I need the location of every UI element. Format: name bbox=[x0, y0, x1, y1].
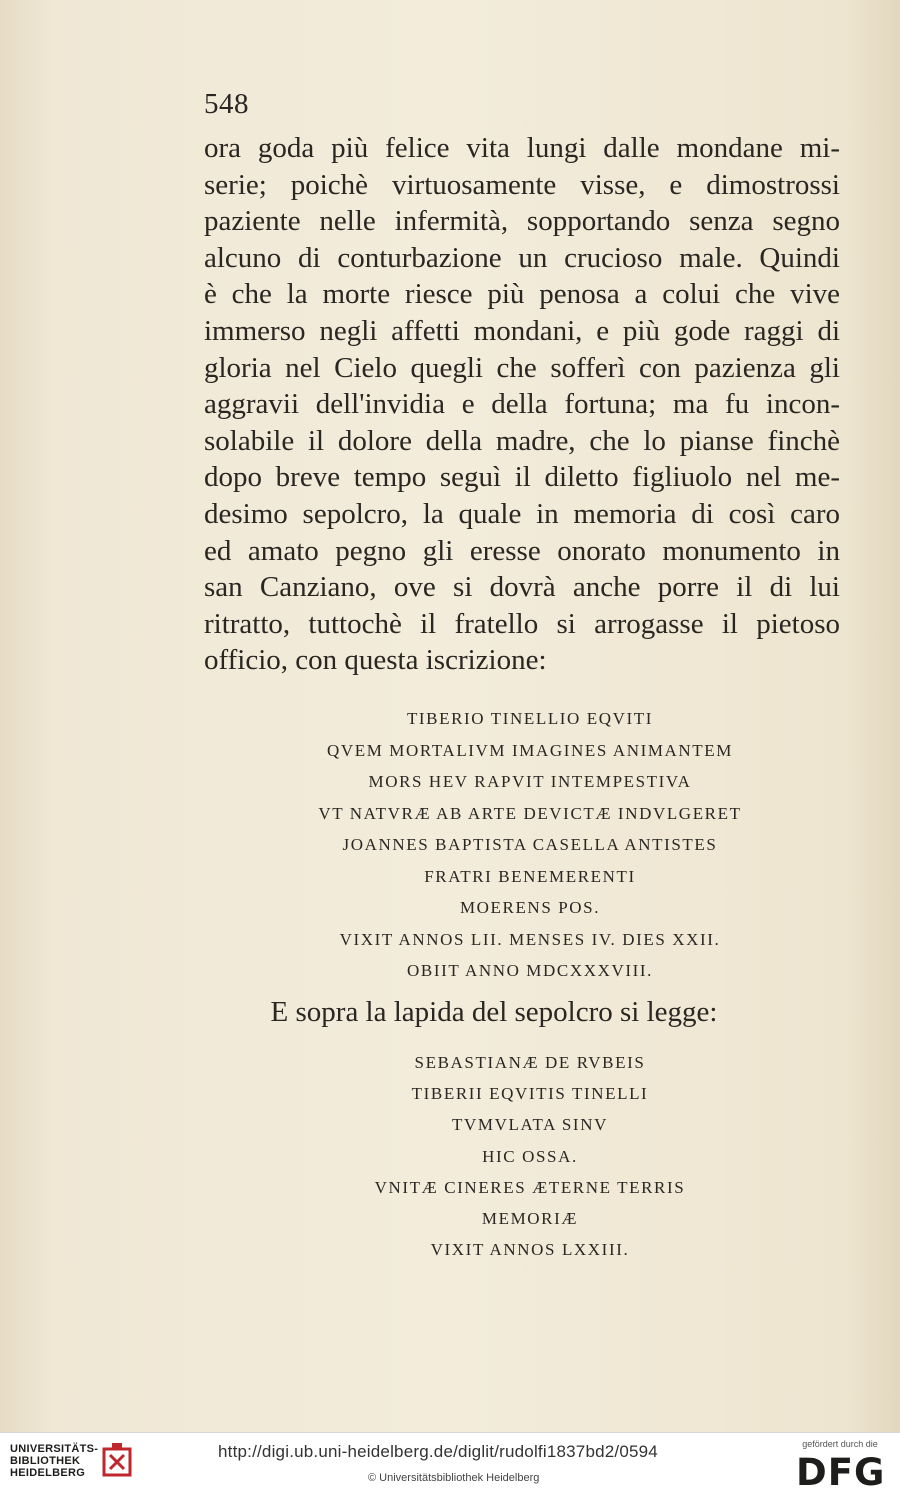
body-line: è che la morte riesce più penosa a colui che vive bbox=[204, 278, 840, 311]
inscription-line: MOERENS POS. bbox=[459, 898, 601, 917]
library-emblem-icon bbox=[98, 1441, 138, 1485]
body-line: immerso negli affetti mondani, e più gode raggi di bbox=[204, 314, 840, 347]
viewer-footer bbox=[0, 1432, 900, 1497]
inscription-line: OBIIT ANNO MDCXXXVIII. bbox=[407, 961, 653, 980]
inscription-line: MEMORIÆ bbox=[481, 1208, 579, 1228]
inscription-line: SEBASTIANÆ DE RVBEIS bbox=[414, 1053, 646, 1072]
body-line: serie; poichè virtuosamente visse, e dimostrossi bbox=[204, 168, 840, 201]
body-line: aggravii dell'invidia e della fortuna; ma fu incon- bbox=[204, 388, 840, 421]
dfg-sponsor-logo[interactable] bbox=[790, 1439, 890, 1493]
copyright-notice: © Universitätsbibliothek Heidelberg bbox=[368, 1472, 540, 1484]
permalink-url[interactable]: http://digi.ub.uni-heidelberg.de/diglit/rudolfi1837bd2/0594 bbox=[218, 1442, 658, 1461]
body-line: desimo sepolcro, la quale in memoria di così caro bbox=[204, 497, 840, 530]
inscription-line: TIBERII EQVITIS TINELLI bbox=[411, 1084, 649, 1104]
body-line: solabile il dolore della madre, che lo pianse finchè bbox=[204, 424, 840, 457]
inscription-line: HIC OSSA. bbox=[482, 1146, 578, 1166]
tombstone-heading: E sopra la lapida del sepolcro si legge: bbox=[270, 996, 718, 1028]
library-logo-line: HEIDELBERG bbox=[10, 1467, 86, 1479]
inscription-line: VIXIT ANNOS LII. MENSES IV. DIES XXII. bbox=[339, 929, 721, 949]
inscription-line: MORS HEV RAPVIT INTEMPESTIVA bbox=[368, 772, 692, 791]
body-line: dopo breve tempo seguì il diletto figliuolo nel me- bbox=[204, 461, 840, 494]
body-line: paziente nelle infermità, sopportando senza segno bbox=[204, 205, 840, 238]
inscription-line: TVMVLATA SINV bbox=[452, 1115, 608, 1135]
body-line: ed amato pegno gli eresse onorato monumento in bbox=[204, 534, 840, 567]
inscription-line: VNITÆ CINERES ÆTERNE TERRIS bbox=[374, 1177, 686, 1197]
body-line: alcuno di conturbazione un crucioso male. Quindi bbox=[204, 241, 840, 274]
inscription-line: TIBERIO TINELLIO EQVITI bbox=[406, 709, 654, 728]
inscription-line: VIXIT ANNOS LXXIII. bbox=[430, 1240, 630, 1260]
inscription-line: VT NATVRÆ AB ARTE DEVICTÆ INDVLGERET bbox=[318, 803, 742, 823]
page-number: 548 bbox=[204, 88, 249, 120]
body-line: ora goda più felice vita lungi dalle mondane mi- bbox=[204, 132, 840, 164]
body-line: san Canziano, ove si dovrà anche porre il di lui bbox=[204, 571, 840, 604]
library-logo[interactable] bbox=[10, 1439, 160, 1491]
inscription-line: FRATRI BENEMERENTI bbox=[424, 866, 636, 886]
library-logo-line: BIBLIOTHEK bbox=[10, 1455, 81, 1467]
library-logo-text bbox=[10, 1443, 98, 1479]
body-line: officio, con questa iscrizione: bbox=[204, 644, 547, 677]
body-line: gloria nel Cielo quegli che sofferì con pazienza gli bbox=[204, 351, 840, 384]
inscription-line: JOANNES BAPTISTA CASELLA ANTISTES bbox=[342, 835, 718, 854]
body-paragraph bbox=[204, 130, 840, 679]
body-line: ritratto, tuttochè il fratello si arrogasse il pietoso bbox=[204, 607, 840, 640]
dfg-caption: gefördert durch die bbox=[802, 1439, 878, 1449]
dfg-logo-text: DFG bbox=[796, 1451, 886, 1494]
epitaph-inscription-1 bbox=[200, 703, 860, 987]
inscription-line: QVEM MORTALIVM IMAGINES ANIMANTEM bbox=[327, 740, 733, 760]
epitaph-inscription-2 bbox=[200, 1047, 860, 1265]
library-logo-line: UNIVERSITÄTS- bbox=[10, 1443, 99, 1455]
